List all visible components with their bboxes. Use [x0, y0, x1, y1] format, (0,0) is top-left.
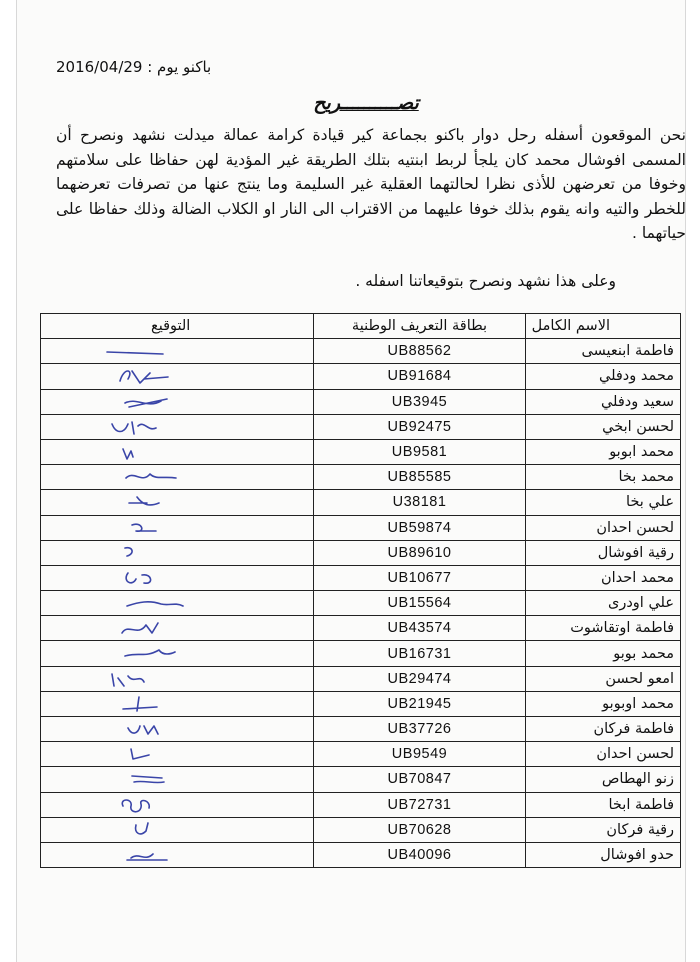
- signatory-name: فاطمة ابخا: [526, 792, 681, 817]
- national-id-number: UB72731: [314, 792, 526, 817]
- handwritten-signature: [120, 466, 190, 488]
- signature-cell: [41, 691, 314, 716]
- national-id-number: UB89610: [314, 540, 526, 565]
- table-row: [41, 339, 681, 364]
- signature-cell: [41, 742, 314, 767]
- handwritten-signature: [107, 743, 177, 765]
- handwritten-signature: [105, 542, 175, 564]
- table-row: [41, 842, 681, 867]
- table-row: [41, 591, 681, 616]
- table-row: [41, 364, 681, 389]
- signatory-name: محمد اوبوبو: [526, 691, 681, 716]
- national-id-number: UB10677: [314, 565, 526, 590]
- signature-cell: [41, 364, 314, 389]
- handwritten-signature: [112, 567, 182, 589]
- table-row: [41, 691, 681, 716]
- handwritten-signature: [109, 491, 179, 513]
- table-row: [41, 666, 681, 691]
- signature-cell: [41, 666, 314, 691]
- national-id-number: UB70628: [314, 817, 526, 842]
- header-national-id: بطاقة التعريف الوطنية: [314, 314, 526, 339]
- national-id-number: UB88562: [314, 339, 526, 364]
- table-row: [41, 465, 681, 490]
- national-id-number: UB29474: [314, 666, 526, 691]
- closing-statement: وعلى هذا نشهد ونصرح بتوقيعاتنا اسفله .: [355, 272, 616, 290]
- handwritten-signature: [108, 617, 178, 639]
- signatory-name: سعيد ودفلي: [526, 389, 681, 414]
- signatory-name: محمد بوبو: [526, 641, 681, 666]
- signatory-name: رقية فركان: [526, 817, 681, 842]
- table-row: [41, 540, 681, 565]
- signatory-name: امعو لحسن: [526, 666, 681, 691]
- handwritten-signature: [110, 365, 180, 387]
- handwritten-signature: [104, 668, 174, 690]
- national-id-number: UB3945: [314, 389, 526, 414]
- table-row: [41, 414, 681, 439]
- national-id-number: UB40096: [314, 842, 526, 867]
- signatory-name: رقية افوشال: [526, 540, 681, 565]
- national-id-number: UB37726: [314, 717, 526, 742]
- national-id-number: UB59874: [314, 515, 526, 540]
- national-id-number: UB70847: [314, 767, 526, 792]
- handwritten-signature: [117, 844, 187, 866]
- document-title: تصــــــــــريح: [313, 92, 419, 114]
- signature-cell: [41, 465, 314, 490]
- signature-cell: [41, 717, 314, 742]
- national-id-number: UB92475: [314, 414, 526, 439]
- header-full-name: الاسم الكامل: [526, 314, 681, 339]
- national-id-number: UB43574: [314, 616, 526, 641]
- table-row: [41, 389, 681, 414]
- table-row: [41, 767, 681, 792]
- signature-cell: [41, 439, 314, 464]
- handwritten-signature: [118, 718, 188, 740]
- signatory-name: فاطمة فركان: [526, 717, 681, 742]
- national-id-number: UB91684: [314, 364, 526, 389]
- table-row: [41, 817, 681, 842]
- signature-cell: [41, 591, 314, 616]
- table-row: [41, 742, 681, 767]
- national-id-number: UB9581: [314, 439, 526, 464]
- header-signature: التوقيع: [41, 314, 314, 339]
- signature-cell: [41, 842, 314, 867]
- signatory-name: فاطمة اوتقاشوت: [526, 616, 681, 641]
- handwritten-signature: [103, 794, 173, 816]
- national-id-number: U38181: [314, 490, 526, 515]
- handwritten-signature: [106, 416, 176, 438]
- handwritten-signature: [116, 517, 186, 539]
- signatory-name: لحسن احدان: [526, 742, 681, 767]
- national-id-number: UB21945: [314, 691, 526, 716]
- signature-cell: [41, 339, 314, 364]
- signature-cell: [41, 792, 314, 817]
- signatory-name: علي اودرى: [526, 591, 681, 616]
- signatory-name: محمد ودفلي: [526, 364, 681, 389]
- signature-cell: [41, 565, 314, 590]
- signature-cell: [41, 490, 314, 515]
- signature-cell: [41, 767, 314, 792]
- signatory-name: علي بخا: [526, 490, 681, 515]
- national-id-number: UB15564: [314, 591, 526, 616]
- signature-cell: [41, 817, 314, 842]
- signature-cell: [41, 641, 314, 666]
- signatory-name: لحسن ابخي: [526, 414, 681, 439]
- table-row: [41, 641, 681, 666]
- table-row: [41, 616, 681, 641]
- date-line: باكنو يوم : 2016/04/29: [56, 58, 212, 76]
- national-id-number: UB9549: [314, 742, 526, 767]
- handwritten-signature: [111, 693, 181, 715]
- table-row: [41, 490, 681, 515]
- signature-cell: [41, 389, 314, 414]
- signature-cell: [41, 540, 314, 565]
- table-header-row: [41, 314, 681, 339]
- signatory-name: محمد ابوبو: [526, 439, 681, 464]
- national-id-number: UB16731: [314, 641, 526, 666]
- signatory-name: زنو الهطاص: [526, 767, 681, 792]
- signatory-name: فاطمة ابنعيسى: [526, 339, 681, 364]
- signatory-name: محمد احدان: [526, 565, 681, 590]
- handwritten-signature: [114, 768, 184, 790]
- handwritten-signature: [110, 819, 180, 841]
- handwritten-signature: [103, 340, 173, 362]
- document-page: [16, 0, 686, 962]
- handwritten-signature: [117, 391, 187, 413]
- declaration-body: نحن الموقعون أسفله رحل دوار باكنو بجماعة كير قيادة كرامة عمالة ميدلت نشهد ونصرح أن المسمى افوشال محمد كان يلجأ لربط ابنتيه بتلك الطريقة غير المؤدية لهن حفاظا على سلامتهم وخوفا من تعرضهن للأذى نظرا لحالتهما العقلية غير السليمة وما ينتج عنها من تصرفات تعرضهما للخطر والتيه وانه يقوم بذلك خوفا عليهما من الاقتراب الى النار او الكلاب الضالة وذلك حفاظا على حياتهما .: [56, 126, 686, 242]
- table-row: [41, 717, 681, 742]
- handwritten-signature: [113, 441, 183, 463]
- handwritten-signature: [115, 642, 185, 664]
- table-row: [41, 565, 681, 590]
- signature-cell: [41, 414, 314, 439]
- table-row: [41, 792, 681, 817]
- signatory-name: لحسن احدان: [526, 515, 681, 540]
- table-row: [41, 439, 681, 464]
- table-row: [41, 515, 681, 540]
- signatory-name: محمد بخا: [526, 465, 681, 490]
- signature-cell: [41, 515, 314, 540]
- handwritten-signature: [119, 592, 189, 614]
- signatories-table: [40, 313, 681, 868]
- national-id-number: UB85585: [314, 465, 526, 490]
- signature-cell: [41, 616, 314, 641]
- signatory-name: حدو افوشال: [526, 842, 681, 867]
